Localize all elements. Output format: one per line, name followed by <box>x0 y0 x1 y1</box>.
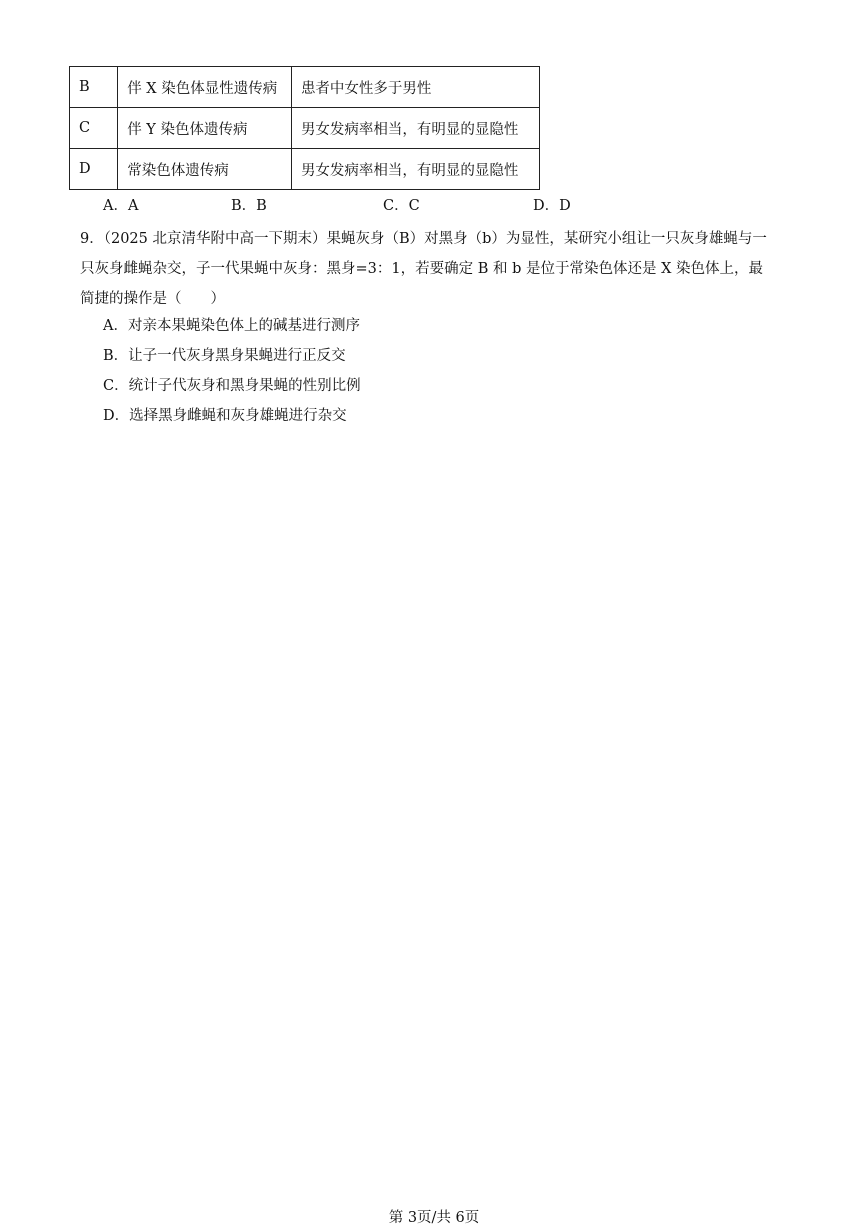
table-row <box>70 108 540 149</box>
question-8-choices <box>0 194 868 214</box>
question-9-option-c: C．统计子代灰身和黑身果蝇的性别比例 <box>103 378 361 394</box>
choice-b: B．B <box>231 198 267 214</box>
table-cell-type: 伴 Y 染色体遗传病 <box>118 108 292 149</box>
table-cell-feature: 患者中女性多于男性 <box>291 67 539 108</box>
table-row <box>70 149 540 190</box>
question-9-line: 简捷的操作是（ ） <box>80 291 225 307</box>
table-cell-type: 常染色体遗传病 <box>118 149 292 190</box>
table-row <box>70 67 540 108</box>
choice-a: A．A <box>103 198 139 214</box>
choice-d: D．D <box>533 198 571 214</box>
question-9-option-a: A．对亲本果蝇染色体上的碱基进行测序 <box>103 318 360 334</box>
table-cell-feature: 男女发病率相当，有明显的显隐性 <box>291 108 539 149</box>
table-cell-id: D <box>70 149 118 190</box>
question-9-line: 9．（2025 北京清华附中高一下期末）果蝇灰身（B）对黑身（b）为显性，某研究小组让一只灰身雄蝇与一 <box>80 231 767 247</box>
page-footer: 第 3页/共 6页 <box>388 1210 480 1226</box>
inheritance-table <box>69 66 540 190</box>
question-9-option-b: B．让子一代灰身黑身果蝇进行正反交 <box>103 348 346 364</box>
table-cell-id: C <box>70 108 118 149</box>
question-9-stem <box>80 224 792 314</box>
table-cell-id: B <box>70 67 118 108</box>
table-cell-feature: 男女发病率相当，有明显的显隐性 <box>291 149 539 190</box>
table-cell-type: 伴 X 染色体显性遗传病 <box>118 67 292 108</box>
question-9-line: 只灰身雌蝇杂交，子一代果蝇中灰身：黑身=3：1，若要确定 B 和 b 是位于常染色体还是 X 染色体上，最 <box>80 261 764 277</box>
question-9-option-d: D．选择黑身雌蝇和灰身雄蝇进行杂交 <box>103 408 347 424</box>
choice-c: C．C <box>383 198 420 214</box>
